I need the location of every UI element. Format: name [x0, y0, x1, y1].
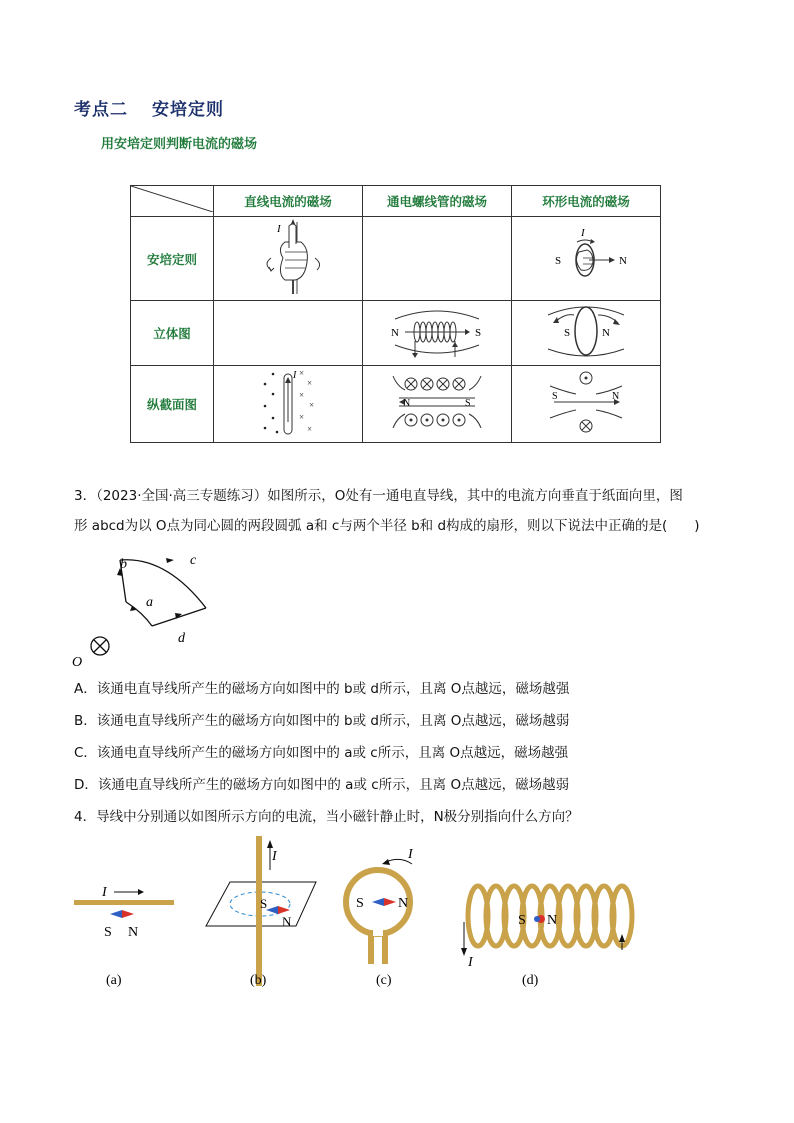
- n-pole-label: N: [547, 913, 558, 928]
- cell-solenoid-section: [363, 366, 512, 443]
- label-b: b: [120, 557, 127, 572]
- s-pole-label: S: [475, 327, 482, 339]
- svg-text:×: ×: [309, 400, 315, 410]
- compass-figures: [60, 830, 650, 1000]
- cell-ring-section: [512, 366, 661, 443]
- caption-b: (b): [250, 973, 267, 988]
- header-solenoid: 通电螺线管的磁场: [363, 186, 512, 217]
- solenoid-section-figure: [377, 366, 497, 438]
- option-d: D．该通电直导线所产生的磁场方向如图中的 a或 c所示，且离 O点越远，磁场越弱: [74, 777, 570, 793]
- current-label-I: I: [277, 222, 281, 235]
- sector-figure: [66, 546, 226, 670]
- s-pole-label: S: [555, 254, 562, 267]
- cell-solenoid-3d: [363, 301, 512, 366]
- label-a: a: [146, 595, 153, 610]
- option-b: B．该通电直导线所产生的磁场方向如图中的 b或 d所示，且离 O点越远，磁场越弱: [74, 713, 570, 729]
- figure-b: [206, 836, 316, 988]
- row-label-rule: 安培定则: [131, 217, 214, 301]
- current-label-I: I: [102, 885, 107, 900]
- n-pole-label: N: [602, 327, 610, 339]
- option-a: A．该通电直导线所产生的磁场方向如图中的 b或 d所示，且离 O点越远，磁场越强: [74, 681, 570, 697]
- n-pole-label: N: [282, 914, 292, 929]
- label-O: O: [72, 655, 83, 670]
- question-3-line-2: 形 abcd为以 O点为同心圆的两段圆弧 a和 c与两个半径 b和 d构成的扇形，则以下说法中正确的是( ): [74, 518, 700, 534]
- svg-text:×: ×: [307, 424, 313, 434]
- header-ring-current: 环形电流的磁场: [512, 186, 661, 217]
- question-3-line-1: 3．（2023·全国·高三专题练习）如图所示，O处有一通电直导线，其中的电流方向垂直于纸面向里，图: [74, 488, 683, 504]
- figure-a: [74, 885, 174, 988]
- current-label-I: I: [272, 849, 277, 864]
- ampere-rule-table: [130, 185, 661, 443]
- n-pole-label: N: [403, 398, 411, 409]
- current-label-I: I: [581, 226, 585, 239]
- header-straight-current: 直线电流的磁场: [214, 186, 363, 217]
- n-pole-label: N: [612, 391, 620, 402]
- needle-south: [110, 910, 122, 918]
- s-pole-label: S: [104, 925, 112, 940]
- current-label-I: I: [408, 847, 413, 862]
- section-name: 安培定则: [152, 100, 224, 120]
- right-hand-straight-figure: [233, 218, 343, 296]
- label-c: c: [190, 553, 197, 568]
- needle-north: [384, 898, 396, 906]
- s-pole-label: S: [260, 896, 268, 911]
- table-corner-cell: [131, 186, 214, 217]
- section-subtitle: 用安培定则判断电流的磁场: [101, 137, 258, 152]
- cell-straight-section: [214, 366, 363, 443]
- n-pole-label: N: [398, 896, 409, 911]
- ring-section-figure: [526, 366, 646, 438]
- question-4: 4．导线中分别通以如图所示方向的电流，当小磁针静止时，N极分别指向什么方向？: [74, 809, 579, 825]
- section-number: 考点二: [74, 100, 128, 120]
- solenoid-3d-figure: [377, 301, 497, 361]
- label-d: d: [178, 631, 185, 646]
- current-label-I: I: [293, 370, 297, 381]
- caption-d: (d): [522, 973, 539, 988]
- n-pole-label: N: [619, 254, 627, 267]
- ring-3d-figure: [526, 301, 646, 361]
- caption-c: (c): [376, 973, 392, 988]
- svg-text:×: ×: [299, 390, 305, 400]
- needle-south: [372, 898, 384, 906]
- s-pole-label: S: [518, 913, 526, 928]
- cell-solenoid-rule-empty: [363, 217, 512, 301]
- current-label-I: I: [468, 955, 473, 970]
- caption-a: (a): [106, 973, 122, 988]
- question-3: [74, 486, 724, 536]
- radius-d: [152, 608, 206, 626]
- svg-text:×: ×: [299, 412, 305, 422]
- n-pole-label: N: [391, 327, 399, 339]
- figure-c: [346, 847, 414, 988]
- right-hand-ring-figure: [531, 218, 641, 296]
- cell-ring-rule: [512, 217, 661, 301]
- row-label-3d: 立体图: [131, 301, 214, 366]
- s-pole-label: S: [356, 896, 364, 911]
- straight-section-figure: [233, 366, 343, 438]
- option-c: C．该通电直导线所产生的磁场方向如图中的 a或 c所示，且离 O点越远，磁场越强: [74, 745, 569, 761]
- row-label-section: 纵截面图: [131, 366, 214, 443]
- diagonal-line: [131, 186, 213, 212]
- s-pole-label: S: [564, 327, 571, 339]
- cell-straight-3d-empty: [214, 301, 363, 366]
- cell-ring-3d: [512, 301, 661, 366]
- section-title: [74, 95, 224, 120]
- s-pole-label: S: [465, 398, 471, 409]
- svg-text:×: ×: [307, 378, 313, 388]
- n-pole-label: N: [128, 925, 139, 940]
- needle-north: [122, 910, 134, 918]
- s-pole-label: S: [552, 391, 558, 402]
- svg-text:×: ×: [299, 368, 305, 378]
- needle-south: [534, 916, 540, 922]
- cell-straight-rule: [214, 217, 363, 301]
